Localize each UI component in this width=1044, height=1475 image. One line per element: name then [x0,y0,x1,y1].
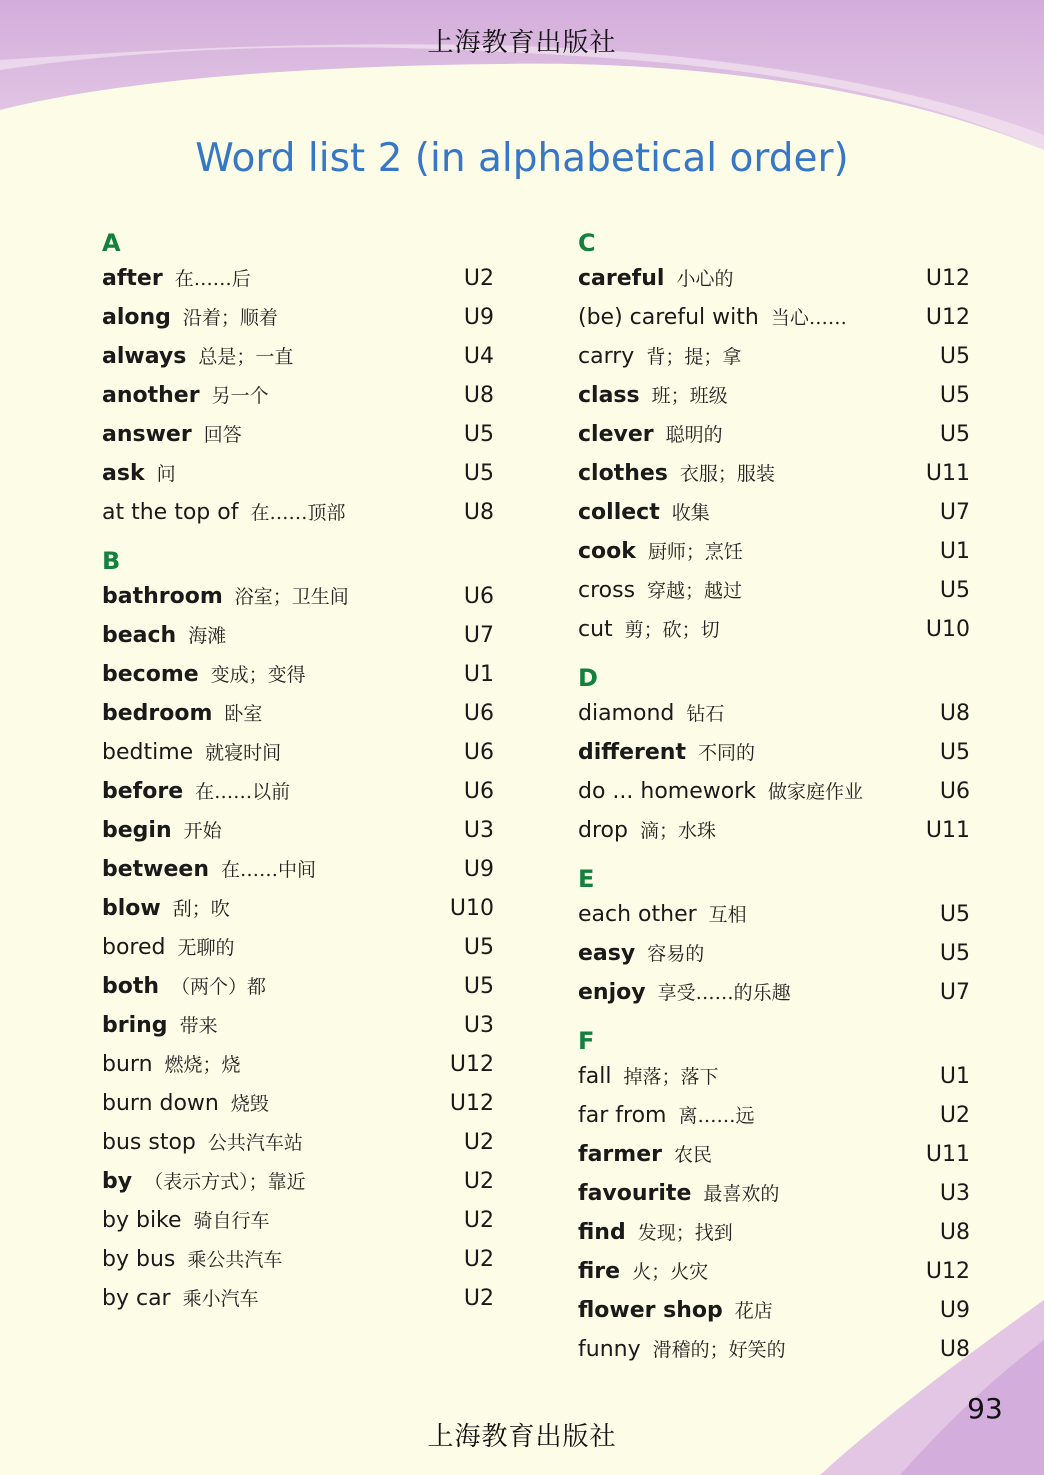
entry-unit: U5 [463,935,494,960]
word-entry [102,772,494,811]
entry-meaning: 剪；砍；切 [624,619,720,641]
entry-meaning: 农民 [673,1144,712,1166]
entry-unit: U5 [463,422,494,447]
entry-meaning: 刮；吹 [172,898,230,920]
entry-unit: U6 [463,779,494,804]
word-entry [102,1240,494,1279]
publisher-name-bottom: 上海教育出版社 [427,1422,617,1452]
entry-meaning: 厨师；烹饪 [647,541,743,563]
word-entry [578,610,970,649]
entry-word: beach [102,623,177,648]
entry-meaning: 收集 [671,502,710,524]
entry-meaning: 乘公共汽车 [187,1249,283,1271]
entry-meaning: 海滩 [188,625,227,647]
word-entry [102,1123,494,1162]
entry-unit: U5 [939,383,970,408]
entry-meaning: 在……顶部 [250,502,346,524]
word-entry [578,1252,970,1291]
entry-unit: U6 [463,584,494,609]
entry-word: cross [578,578,636,603]
word-entry [578,376,970,415]
entry-unit: U5 [463,461,494,486]
word-entry [578,733,970,772]
word-entry [102,811,494,850]
word-entry [102,337,494,376]
entry-meaning: 聪明的 [665,424,723,446]
entry-word: drop [578,818,628,843]
entry-unit: U6 [939,779,970,804]
entry-word: do ... homework [578,779,756,804]
word-entry [578,415,970,454]
entry-unit: U8 [463,500,494,525]
entry-word: by bus [102,1247,176,1272]
entry-word: careful [578,266,665,291]
entry-unit: U3 [463,1013,494,1038]
entry-unit: U9 [939,1298,970,1323]
entry-meaning: 总是；一直 [198,346,294,368]
entry-word: by [102,1169,133,1194]
entry-unit: U3 [463,818,494,843]
entry-unit: U5 [939,422,970,447]
entry-unit: U5 [939,344,970,369]
entry-meaning: 背；提；拿 [646,346,742,368]
entry-word: clothes [578,461,668,486]
entry-unit: U2 [463,1208,494,1233]
entry-word: far from [578,1103,667,1128]
word-entry [578,1330,970,1369]
entry-unit: U2 [939,1103,970,1128]
entry-word: bring [102,1013,168,1038]
section-letter: E [578,865,595,893]
word-entry [578,1135,970,1174]
word-entry [102,454,494,493]
section-letter: D [578,664,598,692]
entry-word: blow [102,896,161,921]
word-entry [102,655,494,694]
word-entry [102,1162,494,1201]
entry-unit: U5 [939,941,970,966]
entry-meaning: 花店 [734,1300,773,1322]
entry-word: clever [578,422,654,447]
entry-unit: U4 [463,344,494,369]
entry-meaning: 回答 [203,424,242,446]
entry-unit: U11 [925,818,970,843]
entry-word: collect [578,500,660,525]
entry-unit: U2 [463,1247,494,1272]
entry-word: bored [102,935,166,960]
word-entry [578,694,970,733]
page-title: Word list 2 (in alphabetical order) [195,136,849,181]
entry-word: cook [578,539,636,564]
entry-meaning: 互相 [708,904,747,926]
word-entry [578,298,970,337]
word-entry [102,733,494,772]
entry-unit: U12 [925,1259,970,1284]
word-entry [578,1057,970,1096]
entry-word: both [102,974,160,999]
entry-word: after [102,266,163,291]
entry-unit: U7 [939,500,970,525]
entry-meaning: 另一个 [211,385,269,407]
entry-unit: U12 [449,1052,494,1077]
entry-meaning: 沿着；顺着 [182,307,278,329]
entry-unit: U2 [463,1286,494,1311]
entry-meaning: 在……中间 [221,859,317,881]
entry-meaning: 班；班级 [651,385,728,407]
entry-unit: U2 [463,266,494,291]
word-entry [102,577,494,616]
word-entry [578,571,970,610]
entry-meaning: 穿越；越过 [647,580,743,602]
word-entry [102,928,494,967]
entry-unit: U5 [939,740,970,765]
entry-word: (be) careful with [578,305,759,330]
entry-meaning: 浴室；卫生间 [234,586,349,608]
word-list-right-column [578,224,970,1382]
word-entry [578,1213,970,1252]
entry-word: favourite [578,1181,692,1206]
entry-meaning: 滑稽的；好笑的 [652,1339,786,1361]
entry-meaning: 烧毁 [230,1093,269,1115]
entry-word: enjoy [578,980,646,1005]
section-a [102,227,494,532]
entry-unit: U12 [925,266,970,291]
word-entry [102,493,494,532]
entry-unit: U2 [463,1130,494,1155]
entry-word: become [102,662,199,687]
entry-word: bathroom [102,584,223,609]
entry-meaning: 火；火灾 [632,1261,709,1283]
entry-word: burn [102,1052,153,1077]
entry-word: farmer [578,1142,662,1167]
entry-meaning: 问 [156,463,176,485]
entry-word: ask [102,461,145,486]
entry-word: at the top of [102,500,239,525]
entry-unit: U12 [925,305,970,330]
entry-word: burn down [102,1091,219,1116]
entry-unit: U1 [939,1064,970,1089]
entry-meaning: 做家庭作业 [768,781,864,803]
entry-word: bus stop [102,1130,196,1155]
word-entry [578,259,970,298]
word-entry [102,850,494,889]
entry-meaning: （两个）都 [171,976,267,998]
entry-word: begin [102,818,172,843]
entry-unit: U9 [463,305,494,330]
word-entry [102,298,494,337]
entry-word: flower shop [578,1298,723,1323]
entry-word: always [102,344,187,369]
entry-unit: U8 [939,1337,970,1362]
entry-meaning: 公共汽车站 [207,1132,303,1154]
word-entry [102,1201,494,1240]
section-letter: A [102,229,121,257]
entry-meaning: 衣服；服装 [679,463,775,485]
word-entry [102,376,494,415]
word-entry [102,1279,494,1318]
word-entry [578,532,970,571]
entry-word: by bike [102,1208,182,1233]
section-b [102,545,494,1318]
word-entry [578,1174,970,1213]
entry-meaning: 变成；变得 [210,664,306,686]
entry-unit: U5 [939,902,970,927]
entry-meaning: 容易的 [647,943,705,965]
entry-unit: U11 [925,1142,970,1167]
entry-meaning: 就寝时间 [205,742,282,764]
entry-word: diamond [578,701,675,726]
section-letter: F [578,1027,595,1055]
entry-unit: U5 [939,578,970,603]
entry-unit: U10 [449,896,494,921]
entry-meaning: 离……远 [678,1105,755,1127]
entry-word: funny [578,1337,641,1362]
word-entry [102,415,494,454]
entry-word: before [102,779,184,804]
entry-meaning: 乘小汽车 [182,1288,259,1310]
entry-meaning: 掉落；落下 [623,1066,719,1088]
entry-meaning: 在……后 [174,268,251,290]
word-entry [102,889,494,928]
entry-unit: U1 [463,662,494,687]
entry-unit: U1 [939,539,970,564]
entry-word: cut [578,617,613,642]
word-entry [578,493,970,532]
entry-meaning: 无聊的 [177,937,235,959]
entry-word: along [102,305,171,330]
entry-meaning: 享受……的乐趣 [657,982,791,1004]
entry-word: fire [578,1259,621,1284]
entry-meaning: 最喜欢的 [703,1183,780,1205]
entry-meaning: 滴；水珠 [639,820,716,842]
word-entry [102,1084,494,1123]
section-f [578,1025,970,1369]
entry-unit: U6 [463,701,494,726]
word-list-left-column [102,224,494,1331]
entry-word: find [578,1220,626,1245]
word-entry [102,1045,494,1084]
entry-unit: U2 [463,1169,494,1194]
entry-meaning: 带来 [179,1015,218,1037]
entry-word: bedroom [102,701,213,726]
word-entry [578,1291,970,1330]
entry-unit: U8 [939,701,970,726]
entry-meaning: （表示方式）；靠近 [144,1171,306,1193]
word-entry [578,811,970,850]
entry-word: easy [578,941,636,966]
section-e [578,863,970,1012]
word-entry [578,1096,970,1135]
entry-unit: U10 [925,617,970,642]
section-d [578,662,970,850]
entry-word: each other [578,902,697,927]
section-letter: C [578,229,596,257]
entry-word: answer [102,422,192,447]
word-entry [102,259,494,298]
word-entry [102,967,494,1006]
entry-meaning: 不同的 [697,742,755,764]
word-entry [578,772,970,811]
entry-unit: U9 [463,857,494,882]
word-entry [578,973,970,1012]
entry-word: carry [578,344,635,369]
entry-word: class [578,383,640,408]
word-entry [102,616,494,655]
entry-unit: U7 [939,980,970,1005]
entry-word: different [578,740,686,765]
entry-meaning: 燃烧；烧 [164,1054,241,1076]
entry-meaning: 小心的 [676,268,734,290]
entry-unit: U8 [939,1220,970,1245]
word-entry [578,934,970,973]
entry-meaning: 骑自行车 [193,1210,270,1232]
entry-word: between [102,857,210,882]
entry-word: by car [102,1286,171,1311]
entry-word: bedtime [102,740,194,765]
entry-word: another [102,383,200,408]
word-entry [102,1006,494,1045]
entry-meaning: 钻石 [686,703,725,725]
section-c [578,227,970,649]
entry-unit: U3 [939,1181,970,1206]
entry-meaning: 发现；找到 [637,1222,733,1244]
entry-meaning: 开始 [183,820,222,842]
page-number: 93 [967,1392,1003,1425]
entry-unit: U11 [925,461,970,486]
publisher-name-top: 上海教育出版社 [427,28,617,58]
entry-meaning: 卧室 [224,703,263,725]
word-entry [578,895,970,934]
entry-word: fall [578,1064,612,1089]
word-entry [578,454,970,493]
entry-unit: U8 [463,383,494,408]
entry-meaning: 在……以前 [195,781,291,803]
entry-unit: U12 [449,1091,494,1116]
entry-unit: U7 [463,623,494,648]
entry-unit: U5 [463,974,494,999]
entry-meaning: 当心…… [770,307,847,329]
entry-unit: U6 [463,740,494,765]
section-letter: B [102,547,121,575]
word-entry [102,694,494,733]
word-entry [578,337,970,376]
